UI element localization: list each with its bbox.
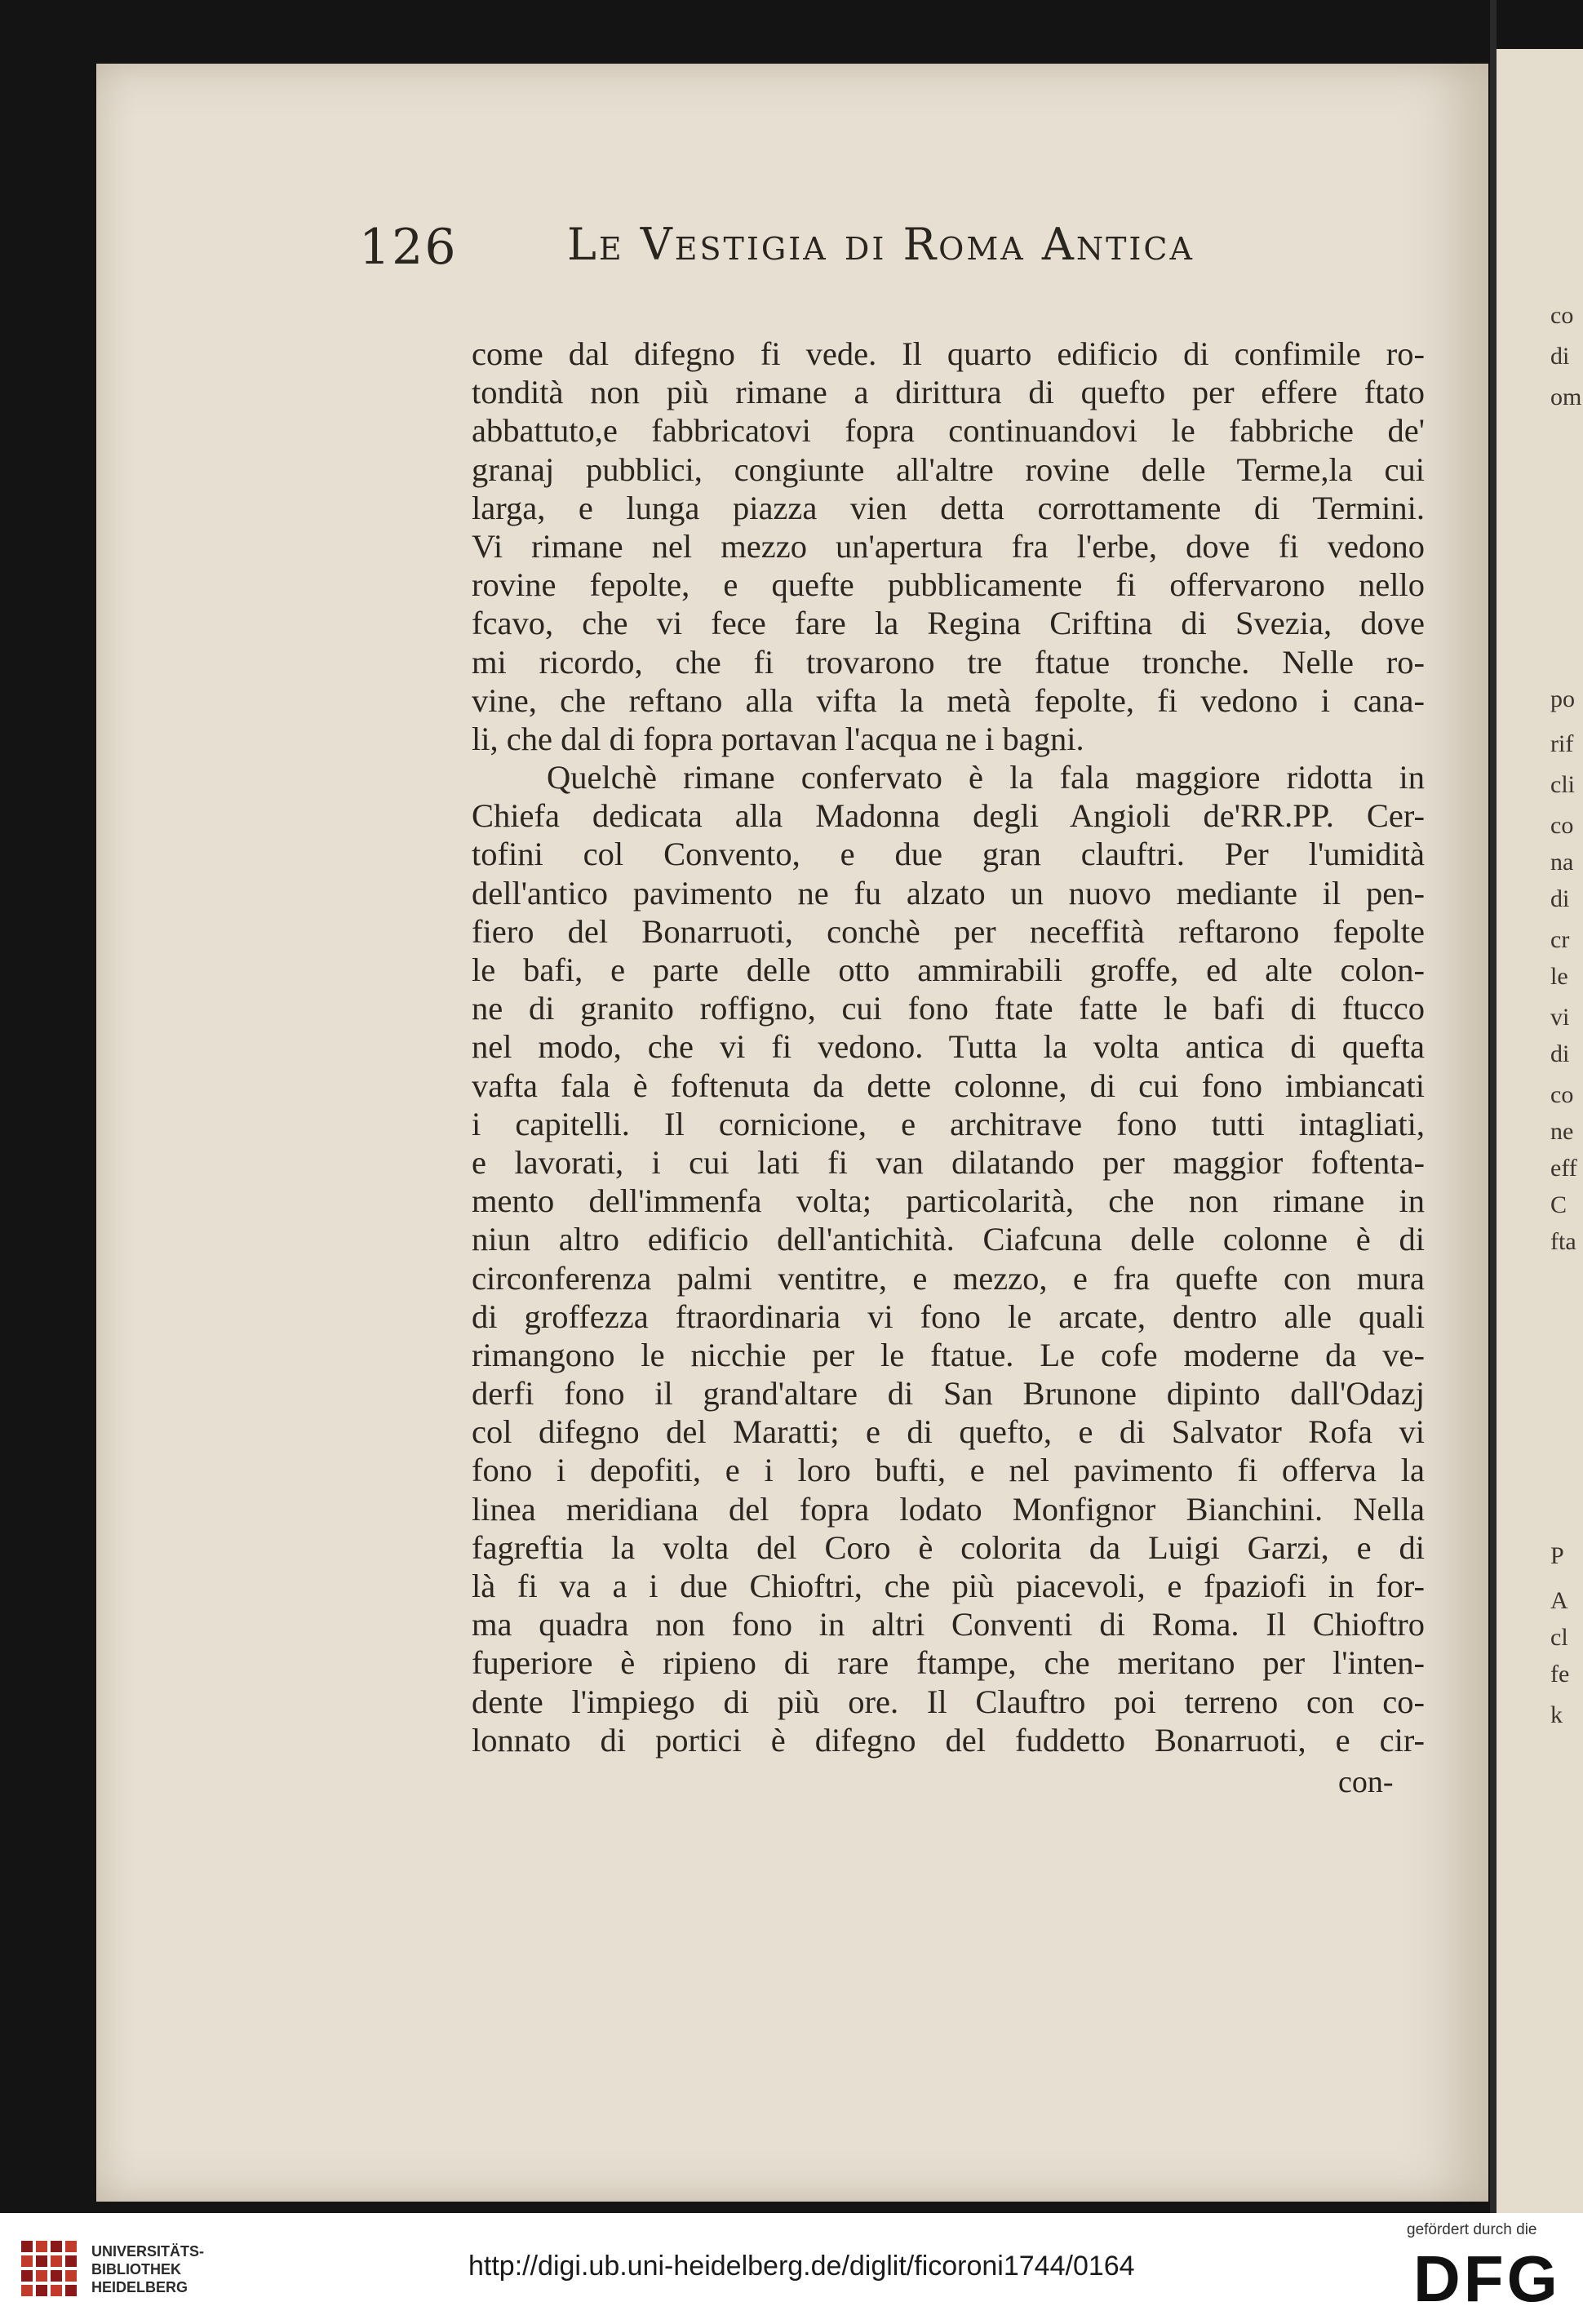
catchword: con-: [1338, 1765, 1394, 1799]
facing-page-fragment: le: [1550, 963, 1568, 990]
facing-page-fragment: po: [1550, 685, 1575, 712]
text-line: dell'antico pavimento ne fu alzato un nuovo mediante il pen-: [472, 874, 1425, 911]
dfg-logo-text: DFG: [1413, 2244, 1561, 2308]
page-gutter-edge: [1490, 0, 1497, 2213]
facing-page-fragment: P: [1550, 1542, 1564, 1569]
text-line: granaj pubblici, congiunte all'altre rovine delle Terme,la cui: [472, 450, 1425, 488]
library-name-line: BIBLIOTHEK: [91, 2261, 181, 2277]
text-line: abbattuto,e fabbricatovi fopra continuandovi le fabbriche de': [472, 412, 1425, 450]
text-line: mi ricordo, che fi trovarono tre ftatue tronche. Nelle ro-: [472, 643, 1425, 681]
page-number: 126: [359, 219, 458, 276]
facing-page-fragment: C: [1550, 1191, 1567, 1218]
facing-page-fragment: cli: [1550, 771, 1575, 798]
text-line: niun altro edificio dell'antichità. Ciafcuna delle colonne è di: [472, 1221, 1425, 1258]
paragraph-start-line: Quelchè rimane confervato è la fala maggiore ridotta in: [547, 759, 1425, 796]
university-library-name: [91, 2242, 204, 2296]
text-line: vine, che reftano alla vifta la metà fepolte, fi vedono i cana-: [472, 681, 1425, 719]
body-text: [472, 335, 1425, 1759]
text-line: col difegno del Maratti; e di quefto, e di Salvator Rofa vi: [472, 1413, 1425, 1451]
text-line: larga, e lunga piazza vien detta corrottamente di Termini.: [472, 489, 1425, 526]
facing-page-fragment: eff: [1550, 1155, 1577, 1182]
facing-page-fragment: co: [1550, 302, 1574, 329]
text-line: fono i depofiti, e i loro bufti, e nel pavimento fi offerva la: [472, 1452, 1425, 1489]
text-line: tondità non più rimane a dirittura di quefto per effere ftato: [472, 374, 1425, 411]
facing-page-fragment: fta: [1550, 1228, 1576, 1255]
facing-page-fragment: di: [1550, 343, 1570, 370]
running-head: [359, 219, 1428, 284]
text-line: tofini col Convento, e due gran clauftri. Per l'umidità: [472, 836, 1425, 873]
text-line: linea meridiana del fopra lodato Monfignor Bianchini. Nella: [472, 1490, 1425, 1528]
text-line: Vi rimane nel mezzo un'apertura fra l'erbe, dove fi vedono: [472, 527, 1425, 565]
facing-page-fragment: di: [1550, 885, 1570, 912]
facing-page-fragment: A: [1550, 1587, 1568, 1614]
text-line: le bafi, e parte delle otto ammirabili groffe, ed alte colon-: [472, 951, 1425, 988]
facing-page-fragment: di: [1550, 1040, 1570, 1067]
text-line: derfi fono il grand'altare di San Brunone dipinto dall'Odazj: [472, 1375, 1425, 1413]
funded-by-label: gefördert durch die: [1407, 2221, 1537, 2238]
facing-page-fragment: rif: [1550, 730, 1574, 757]
text-line: ne di granito roffigno, cui fono ftate fatte le bafi di ftucco: [472, 990, 1425, 1027]
facing-page-fragment: ne: [1550, 1118, 1574, 1145]
text-line: dente l'impiego di più ore. Il Clauftro poi terreno con co-: [472, 1683, 1425, 1720]
text-line: li, che dal di fopra portavan l'acqua ne i bagni.: [472, 720, 1084, 757]
text-line: Chiefa dedicata alla Madonna degli Angioli de'RR.PP. Cer-: [472, 797, 1425, 835]
facing-page-fragment: vi: [1550, 1004, 1570, 1031]
text-line: i capitelli. Il cornicione, e architrave fono tutti intagliati,: [472, 1105, 1425, 1142]
text-line: nel modo, che vi fi vedono. Tutta la volta antica di quefta: [472, 1028, 1425, 1066]
text-line: circonferenza palmi ventitre, e mezzo, e fra quefte con mura: [472, 1259, 1425, 1297]
text-line: là fi va a i due Chioftri, che più piacevoli, e fpaziofi in for-: [472, 1568, 1425, 1604]
text-line: di groffezza ftraordinaria vi fono le arcate, dentro alle quali: [472, 1297, 1425, 1335]
text-line: mento dell'immenfa volta; particolarità, che non rimane in: [472, 1182, 1425, 1220]
permalink-url[interactable]: http://digi.ub.uni-heidelberg.de/diglit/ficoroni1744/0164: [468, 2251, 1135, 2282]
page-title: Le Vestigia di Roma Antica: [567, 219, 1195, 270]
text-line: fcavo, che vi fece fare la Regina Criftina di Svezia, dove: [472, 605, 1425, 642]
text-line: come dal difegno fi vede. Il quarto edificio di confimile ro-: [472, 335, 1425, 372]
text-line: rovine fepolte, e quefte pubblicamente fi offervarono nello: [472, 566, 1425, 604]
viewer-footer: [0, 2213, 1583, 2324]
library-name-line: HEIDELBERG: [91, 2279, 188, 2295]
text-line: rimangono le nicchie per le ftatue. Le cofe moderne da ve-: [472, 1336, 1425, 1373]
text-line: ma quadra non fono in altri Conventi di Roma. Il Chioftro: [472, 1606, 1425, 1643]
facing-page-fragment: cl: [1550, 1624, 1568, 1651]
text-line: vafta fala è foftenuta da dette colonne, di cui fono imbiancati: [472, 1067, 1425, 1104]
facing-page-fragment: na: [1550, 849, 1574, 876]
library-name-line: UNIVERSITÄTS-: [91, 2243, 205, 2260]
facing-page-fragment: om: [1550, 384, 1582, 410]
text-line: fagreftia la volta del Coro è colorita da Luigi Garzi, e di: [472, 1528, 1425, 1566]
text-line: e lavorati, i cui lati fi van dilatando per maggior foftenta-: [472, 1143, 1425, 1181]
text-line: fiero del Bonarruoti, conchè per neceffità reftarono fepolte: [472, 912, 1425, 950]
facing-page-fragment: co: [1550, 812, 1574, 839]
facing-page-fragment: co: [1550, 1081, 1574, 1108]
university-library-logo-icon: [18, 2238, 80, 2300]
text-line: fuperiore è ripieno di rare ftampe, che meritano per l'inten-: [472, 1644, 1425, 1682]
facing-page-fragment: fe: [1550, 1661, 1570, 1688]
facing-page-fragment: cr: [1550, 926, 1570, 953]
text-line: lonnato di portici è difegno del fuddetto Bonarruoti, e cir-: [472, 1721, 1425, 1759]
facing-page-fragment: k: [1550, 1701, 1563, 1728]
dfg-logo-icon: [1410, 2244, 1565, 2308]
